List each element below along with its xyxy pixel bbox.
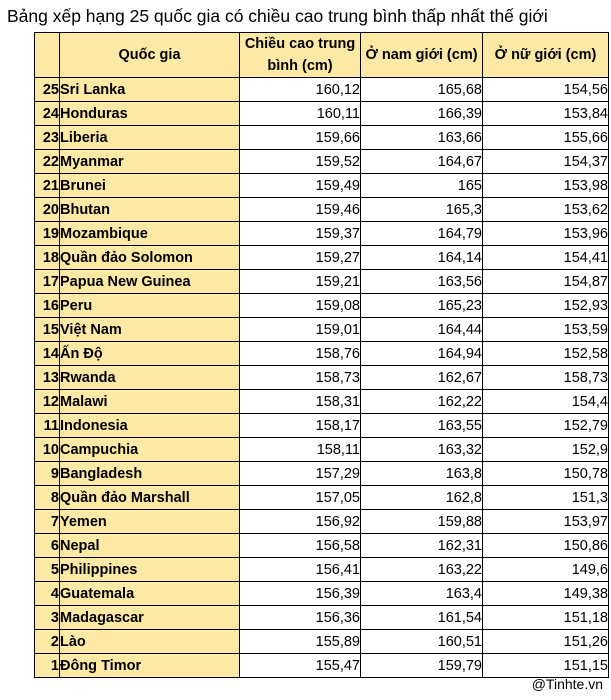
average-height-cell: 158,31 (240, 390, 361, 414)
country-cell: Quần đảo Marshall (60, 486, 240, 510)
male-height-cell: 164,94 (361, 342, 483, 366)
male-height-cell: 160,51 (361, 630, 483, 654)
country-cell: Indonesia (60, 414, 240, 438)
rank-cell: 6 (35, 534, 60, 558)
average-height-cell: 159,27 (240, 246, 361, 270)
female-height-cell: 152,79 (483, 414, 609, 438)
male-height-cell: 163,22 (361, 558, 483, 582)
country-cell: Papua New Guinea (60, 270, 240, 294)
table-row (35, 558, 609, 582)
country-cell: Quần đảo Solomon (60, 246, 240, 270)
table-header-row (35, 33, 609, 78)
average-height-cell: 158,17 (240, 414, 361, 438)
rank-cell: 17 (35, 270, 60, 294)
average-height-cell: 156,39 (240, 582, 361, 606)
table-body (35, 78, 609, 678)
rank-cell: 19 (35, 222, 60, 246)
average-height-cell: 159,37 (240, 222, 361, 246)
average-height-cell: 160,11 (240, 102, 361, 126)
female-height-cell: 155,66 (483, 126, 609, 150)
male-height-cell: 163,56 (361, 270, 483, 294)
female-height-cell: 150,78 (483, 462, 609, 486)
male-height-cell: 164,44 (361, 318, 483, 342)
female-height-cell: 153,98 (483, 174, 609, 198)
average-height-cell: 159,66 (240, 126, 361, 150)
average-height-cell: 157,29 (240, 462, 361, 486)
female-height-cell: 153,84 (483, 102, 609, 126)
table-row (35, 510, 609, 534)
female-height-cell: 151,26 (483, 630, 609, 654)
rank-cell: 2 (35, 630, 60, 654)
rank-cell: 11 (35, 414, 60, 438)
rank-cell: 8 (35, 486, 60, 510)
country-cell: Philippines (60, 558, 240, 582)
average-height-cell: 160,12 (240, 78, 361, 102)
average-height-cell: 159,08 (240, 294, 361, 318)
female-height-cell: 151,3 (483, 486, 609, 510)
table-row (35, 78, 609, 102)
male-height-cell: 163,66 (361, 126, 483, 150)
table-row (35, 462, 609, 486)
average-height-cell: 158,73 (240, 366, 361, 390)
female-height-cell: 151,18 (483, 606, 609, 630)
country-cell: Malawi (60, 390, 240, 414)
table-row (35, 534, 609, 558)
rank-cell: 7 (35, 510, 60, 534)
average-height-cell: 159,49 (240, 174, 361, 198)
rank-cell: 16 (35, 294, 60, 318)
table-row (35, 342, 609, 366)
female-height-cell: 153,97 (483, 510, 609, 534)
female-height-cell: 154,4 (483, 390, 609, 414)
rank-cell: 24 (35, 102, 60, 126)
male-height-cell: 165,23 (361, 294, 483, 318)
female-height-cell: 151,15 (483, 654, 609, 678)
female-height-cell: 154,41 (483, 246, 609, 270)
country-cell: Myanmar (60, 150, 240, 174)
female-height-cell: 153,59 (483, 318, 609, 342)
average-height-cell: 159,52 (240, 150, 361, 174)
female-height-cell: 152,58 (483, 342, 609, 366)
average-height-header: Chiều cao trung bình (cm) (240, 33, 361, 78)
female-height-cell: 154,37 (483, 150, 609, 174)
rank-cell: 21 (35, 174, 60, 198)
rank-cell: 10 (35, 438, 60, 462)
male-height-cell: 161,54 (361, 606, 483, 630)
rank-cell: 13 (35, 366, 60, 390)
country-header: Quốc gia (60, 33, 240, 78)
male-height-cell: 164,79 (361, 222, 483, 246)
rank-cell: 14 (35, 342, 60, 366)
table-row (35, 390, 609, 414)
male-height-cell: 162,22 (361, 390, 483, 414)
country-cell: Đông Timor (60, 654, 240, 678)
male-height-cell: 163,32 (361, 438, 483, 462)
average-height-cell: 156,58 (240, 534, 361, 558)
average-height-cell: 159,01 (240, 318, 361, 342)
country-cell: Rwanda (60, 366, 240, 390)
female-height-cell: 150,86 (483, 534, 609, 558)
average-height-cell: 156,41 (240, 558, 361, 582)
rank-cell: 22 (35, 150, 60, 174)
male-height-cell: 165,68 (361, 78, 483, 102)
table-row (35, 102, 609, 126)
female-height-cell: 154,87 (483, 270, 609, 294)
table-row (35, 318, 609, 342)
table-row (35, 294, 609, 318)
rank-cell: 15 (35, 318, 60, 342)
country-cell: Bangladesh (60, 462, 240, 486)
male-height-cell: 166,39 (361, 102, 483, 126)
table-row (35, 606, 609, 630)
male-height-cell: 164,14 (361, 246, 483, 270)
average-height-cell: 159,21 (240, 270, 361, 294)
male-height-cell: 163,4 (361, 582, 483, 606)
rank-cell: 12 (35, 390, 60, 414)
female-height-header: Ở nữ giới (cm) (483, 33, 609, 78)
male-height-header: Ở nam giới (cm) (361, 33, 483, 78)
rank-cell: 23 (35, 126, 60, 150)
country-cell: Mozambique (60, 222, 240, 246)
country-cell: Guatemala (60, 582, 240, 606)
country-cell: Brunei (60, 174, 240, 198)
country-cell: Campuchia (60, 438, 240, 462)
male-height-cell: 165,3 (361, 198, 483, 222)
male-height-cell: 162,31 (361, 534, 483, 558)
table-row (35, 582, 609, 606)
country-cell: Lào (60, 630, 240, 654)
country-cell: Nepal (60, 534, 240, 558)
average-height-cell: 156,92 (240, 510, 361, 534)
country-cell: Peru (60, 294, 240, 318)
table-row (35, 366, 609, 390)
female-height-cell: 158,73 (483, 366, 609, 390)
table-row (35, 126, 609, 150)
average-height-cell: 158,11 (240, 438, 361, 462)
country-cell: Honduras (60, 102, 240, 126)
rank-cell: 25 (35, 78, 60, 102)
average-height-cell: 156,36 (240, 606, 361, 630)
female-height-cell: 149,6 (483, 558, 609, 582)
source-credit: @Tinhte.vn (531, 676, 603, 692)
rank-cell: 1 (35, 654, 60, 678)
height-ranking-table (34, 32, 609, 678)
table-row (35, 246, 609, 270)
table-row (35, 414, 609, 438)
male-height-cell: 162,67 (361, 366, 483, 390)
average-height-cell: 159,46 (240, 198, 361, 222)
country-cell: Bhutan (60, 198, 240, 222)
table-row (35, 198, 609, 222)
country-cell: Madagascar (60, 606, 240, 630)
female-height-cell: 149,38 (483, 582, 609, 606)
rank-cell: 20 (35, 198, 60, 222)
male-height-cell: 165 (361, 174, 483, 198)
table-row (35, 438, 609, 462)
country-cell: Ấn Độ (60, 342, 240, 366)
average-height-cell: 155,89 (240, 630, 361, 654)
average-height-cell: 155,47 (240, 654, 361, 678)
country-cell: Yemen (60, 510, 240, 534)
female-height-cell: 154,56 (483, 78, 609, 102)
male-height-cell: 163,55 (361, 414, 483, 438)
male-height-cell: 159,79 (361, 654, 483, 678)
female-height-cell: 152,9 (483, 438, 609, 462)
female-height-cell: 152,93 (483, 294, 609, 318)
table-row (35, 270, 609, 294)
rank-cell: 4 (35, 582, 60, 606)
table-row (35, 222, 609, 246)
male-height-cell: 164,67 (361, 150, 483, 174)
male-height-cell: 162,8 (361, 486, 483, 510)
female-height-cell: 153,96 (483, 222, 609, 246)
table-row (35, 654, 609, 678)
male-height-cell: 163,8 (361, 462, 483, 486)
country-cell: Sri Lanka (60, 78, 240, 102)
female-height-cell: 153,62 (483, 198, 609, 222)
page-title: Bảng xếp hạng 25 quốc gia có chiều cao trung bình thấp nhất thế giới (7, 6, 548, 26)
table-row (35, 486, 609, 510)
table-row (35, 174, 609, 198)
male-height-cell: 159,88 (361, 510, 483, 534)
rank-cell: 5 (35, 558, 60, 582)
table-row (35, 630, 609, 654)
rank-cell: 3 (35, 606, 60, 630)
rank-cell: 9 (35, 462, 60, 486)
rank-header (35, 33, 60, 78)
table-row (35, 150, 609, 174)
rank-cell: 18 (35, 246, 60, 270)
average-height-cell: 158,76 (240, 342, 361, 366)
country-cell: Việt Nam (60, 318, 240, 342)
average-height-cell: 157,05 (240, 486, 361, 510)
country-cell: Liberia (60, 126, 240, 150)
